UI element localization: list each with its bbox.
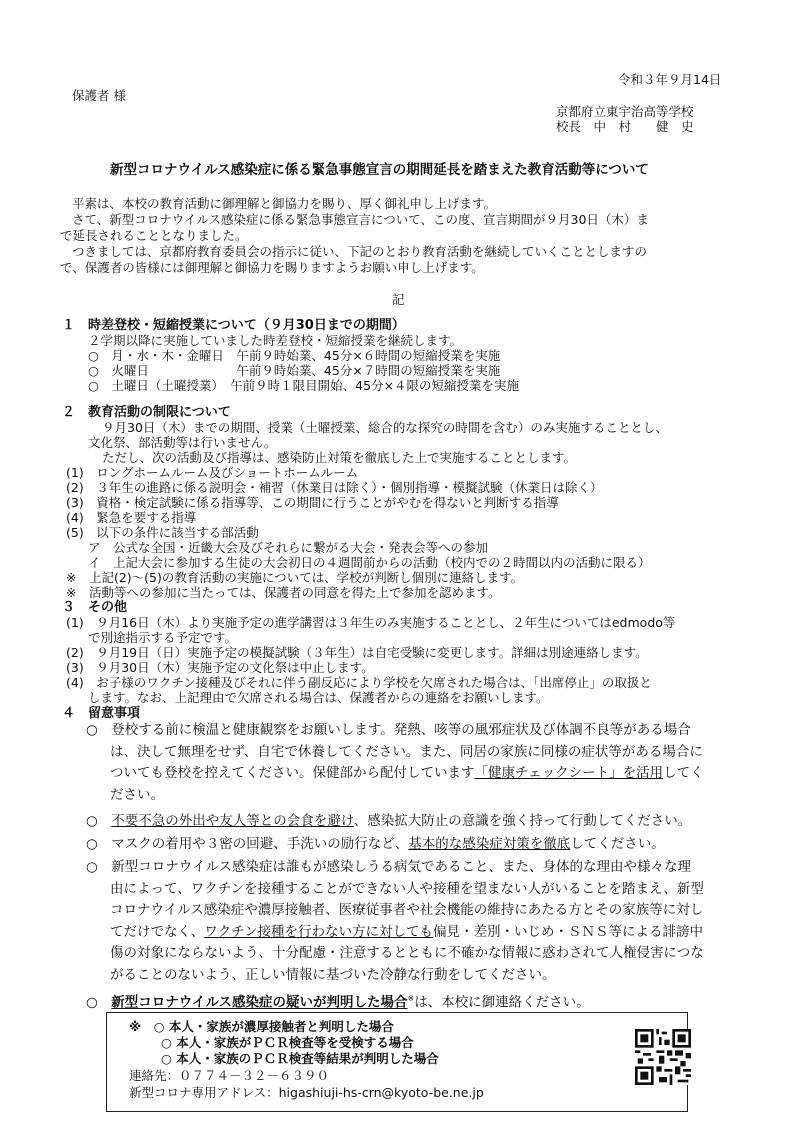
box-line: ※ ○ 本人・家族が濃厚接触者と判明した場合 bbox=[129, 1019, 394, 1034]
qr-code-icon bbox=[635, 1029, 691, 1085]
section-line: (1) ９月16日（木）より実施予定の進学講習は３年生のみ実施することとし、２年生についてはedmodo等 bbox=[66, 615, 676, 630]
section-line: 文化祭、部活動等は行いません。 bbox=[88, 435, 277, 450]
section-line: (3) 資格・検定試験に係る指導等、この期間に行うことがやむを得ないと判断する指導 bbox=[66, 495, 559, 510]
notice-line: ○ 登校する前に検温と健康観察をお願いします。発熱、咳等の風邪症状及び体調不良等がある場合 bbox=[86, 722, 691, 738]
notice-line: ださい。 bbox=[110, 786, 164, 803]
section-line: (1) ロングホームルーム及びショートホームルーム bbox=[66, 465, 359, 480]
notice-line: ○ 新型コロナウイルス感染症の疑いが判明した場合※は、本校に御連絡ください。 bbox=[86, 994, 590, 1011]
section-heading: ２ 教育活動の制限について bbox=[62, 405, 231, 420]
intro-line: で延長されることとなりました。 bbox=[60, 228, 248, 243]
section-line: ※ 上記(2)～(5)の教育活動の実施については、学校が判断し個別に連絡します。 bbox=[66, 570, 524, 585]
section-line: ○ 土曜日（土曜授業） 午前９時１限目開始、45分×４限の短縮授業を実施 bbox=[88, 378, 520, 393]
section-line: (5) 以下の条件に該当する部活動 bbox=[66, 525, 259, 540]
section-line: ア 公式な全国・近畿大会及びそれらに繋がる大会・発表会等への参加 bbox=[88, 540, 489, 555]
section-line: ○ 月・水・木・金曜日 午前９時始業、45分×６時間の短縮授業を実施 bbox=[88, 348, 501, 363]
section-line: (4) 緊急を要する指導 bbox=[66, 510, 197, 525]
notice-line: ○ マスクの着用や３密の回避、手洗いの励行など、基本的な感染症対策を徹底してください。 bbox=[86, 836, 665, 852]
notice-line: は、決して無理をせず、自宅で休養してください。また、同居の家族に同様の症状等がある場合に bbox=[110, 743, 703, 760]
section-line: で別途指示する予定です。 bbox=[88, 630, 238, 645]
section-line: (2) ９月19日（日）実施予定の模擬試験（３年生）は自宅受験に変更します。詳細は別途連絡します。 bbox=[66, 645, 648, 660]
section-line: ただし、次の活動及び指導は、感染防止対策を徹底した上で実施することとします。 bbox=[102, 450, 577, 465]
intro-line: さて、新型コロナウイルス感染症に係る緊急事態宣言について、この度、宣言期間が９月30日（木）ま bbox=[72, 212, 649, 227]
notice-line: ついても登校を控えてください。保健部から配付しています「健康チェックシート」を活用してく bbox=[110, 765, 704, 781]
notice-line: ○ 新型コロナウイルス感染症は誰もが感染しうる病気であること、また、身体的な理由や様々な理 bbox=[86, 859, 691, 875]
intro-line: で、保護者の皆様には御理解と御協力を賜りますようお願い申し上げます。 bbox=[60, 260, 484, 275]
contact-email[interactable]: 新型コロナ専用アドレス：higashiuji-hs-crn@kyoto-be.ne.jp bbox=[129, 1085, 484, 1100]
notice-line: ○ 不要不急の外出や友人等との会食を避け、感染拡大防止の意識を強く持って行動してください。 bbox=[86, 813, 692, 829]
section-line: (4) お子様のワクチン接種及びそれに伴う副反応により学校を欠席された場合は、「出席停止」の取扱と bbox=[66, 675, 652, 690]
section-line: (3) ９月30日（木）実施予定の文化祭は中止します。 bbox=[66, 660, 374, 675]
section-line: (2) ３年生の進路に係る説明会・補習（休業日は除く）・個別指導・模擬試験（休業日は除く） bbox=[66, 480, 603, 495]
section-line: ２学期以降に実施していました時差登校・短縮授業を継続します。 bbox=[88, 333, 463, 348]
section-heading: ３ その他 bbox=[62, 600, 128, 615]
notice-line: がることのないよう、正しい情報に基づいた冷静な行動をしてください。 bbox=[110, 966, 556, 983]
document-date: 令和３年９月14日 bbox=[618, 72, 722, 87]
addressee: 保護者 様 bbox=[72, 88, 126, 103]
notice-line: 傷の対象にならないよう、十分配慮・注意するとともに不確かな情報に惑わされて人権侵害につな bbox=[110, 945, 704, 961]
section-line: します。なお、上記理由で欠席される場合は、保護者からの連絡をお願いします。 bbox=[88, 690, 549, 705]
section-line: ９月30日（木）までの期間、授業（土曜授業、総合的な探究の時間を含む）のみ実施することとし、 bbox=[102, 420, 668, 435]
section-line: ○ 火曜日 午前９時始業、45分×７時間の短縮授業を実施 bbox=[88, 363, 501, 378]
health-check-sheet-text: 「健康チェックシート」を活用 bbox=[474, 765, 664, 781]
section-line: ※ 活動等への参加に当たっては、保護者の同意を得た上で参加を認めます。 bbox=[66, 585, 501, 600]
notice-line: コロナウイルス感染症や濃厚接触者、医療従事者や社会機能の維持にあたる方とその家族等に対し bbox=[110, 902, 704, 918]
contact-box bbox=[106, 1012, 688, 1112]
box-line: ○ 本人・家族がＰＣＲ検査等を受検する場合 bbox=[161, 1035, 414, 1050]
notice-line: てだけでなく、ワクチン接種を行わない方に対しても偏見・差別・いじめ・ＳＮＳ等による誹謗中 bbox=[110, 923, 704, 940]
notice-line: 由によって、ワクチンを接種することができない人や接種を望まない人がいることを踏まえ、新型 bbox=[110, 880, 704, 897]
section-heading: ４ 留意事項 bbox=[62, 706, 141, 721]
section-line: イ 上記大会に参加する生徒の大会初日の４週間前からの活動（校内での２時間以内の活動に限る） bbox=[88, 555, 651, 570]
contact-phone: 連絡先：０７７４－３２－６３９０ bbox=[129, 1068, 330, 1083]
ki-marker: 記 bbox=[392, 292, 405, 307]
box-line: ○ 本人・家族のＰＣＲ検査等結果が判明した場合 bbox=[161, 1051, 439, 1066]
school-name: 京都府立東宇治高等学校 bbox=[556, 104, 694, 119]
document-title: 新型コロナウイルス感染症に係る緊急事態宣言の期間延長を踏まえた教育活動等について bbox=[110, 162, 649, 178]
intro-line: 平素は、本校の教育活動に御理解と御協力を賜り、厚く御礼申し上げます。 bbox=[72, 196, 497, 211]
principal-name: 校長 中 村 健 史 bbox=[556, 119, 694, 134]
intro-line: つきましては、京都府教育委員会の指示に従い、下記のとおり教育活動を継続していくこととしますの bbox=[72, 244, 648, 259]
section-heading: １ 時差登校・短縮授業について（９月30日までの期間） bbox=[62, 318, 405, 333]
